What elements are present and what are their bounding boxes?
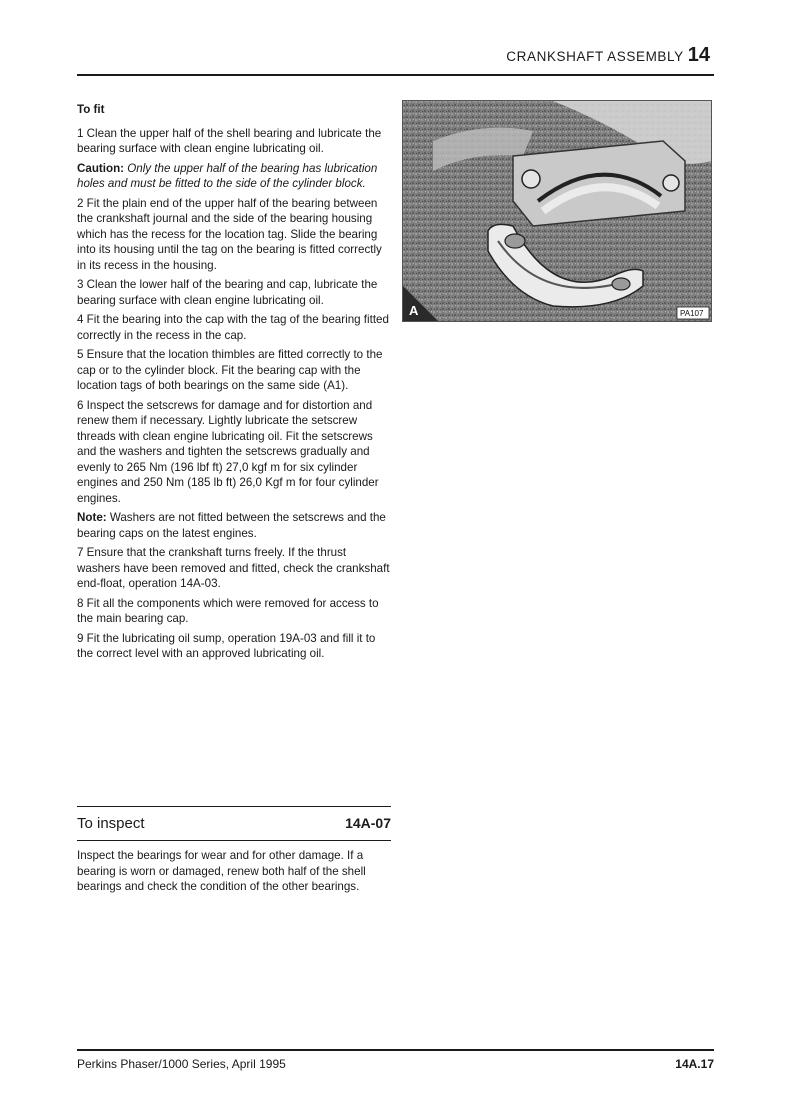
inspect-top-rule bbox=[77, 806, 391, 807]
inspect-operation-code: 14A-07 bbox=[345, 815, 391, 831]
note-text: Washers are not fitted between the setscrews and the bearing caps on the latest engines. bbox=[77, 511, 386, 540]
caution-label: Caution: bbox=[77, 161, 125, 175]
step-8: 8 Fit all the components which were removed for access to the main bearing cap. bbox=[77, 596, 379, 625]
header-chapter-number: 14 bbox=[687, 44, 710, 66]
inspect-bottom-rule bbox=[77, 840, 391, 841]
header-title: CRANKSHAFT ASSEMBLY bbox=[506, 49, 684, 64]
step-2: 2 Fit the plain end of the upper half of the bearing between the crankshaft journal and the side of the bearing housing which has the recess for the location tag. Slide the bearing into its housing until the tag on the bearing is fitted correctly in its recess in the housing. bbox=[77, 196, 382, 272]
bearing-photo bbox=[402, 100, 712, 322]
note bbox=[77, 510, 391, 541]
inspect-title: To inspect bbox=[77, 814, 145, 832]
caution-text: Only the upper half of the bearing has lubrication holes and must be fitted to the side of the cylinder block. bbox=[77, 161, 378, 190]
page-header bbox=[506, 44, 710, 67]
inspect-section-header bbox=[77, 808, 391, 838]
note-label: Note: bbox=[77, 511, 107, 524]
figure-label: A bbox=[409, 303, 419, 318]
step-4: 4 Fit the bearing into the cap with the tag of the bearing fitted correctly in the recess in the cap. bbox=[77, 313, 389, 342]
bearing-photo-illustration bbox=[403, 101, 711, 321]
fit-heading: To fit bbox=[77, 103, 105, 116]
step-7: 7 Ensure that the crankshaft turns freely. If the thrust washers have been removed and fitted, check the crankshaft end-float, operation 14A-03. bbox=[77, 546, 390, 590]
fit-section bbox=[77, 102, 391, 666]
caution bbox=[77, 161, 391, 192]
step-9: 9 Fit the lubricating oil sump, operation 19A-03 and fill it to the correct level with an approved lubricating oil. bbox=[77, 631, 376, 660]
step-3: 3 Clean the lower half of the bearing and cap, lubricate the bearing surface with clean engine lubricating oil. bbox=[77, 278, 378, 307]
footer-page-number: 14A.17 bbox=[675, 1057, 714, 1071]
footer-publication: Perkins Phaser/1000 Series, April 1995 bbox=[77, 1057, 286, 1071]
figure-ref: PA107 bbox=[680, 309, 704, 318]
step-5: 5 Ensure that the location thimbles are fitted correctly to the cap or to the cylinder block. Fit the bearing cap with the location tags of both bearings on the same side (A1). bbox=[77, 348, 383, 392]
footer-rule bbox=[77, 1049, 714, 1051]
step-1: 1 Clean the upper half of the shell bearing and lubricate the bearing surface with clean engine lubricating oil. bbox=[77, 126, 382, 155]
page-footer bbox=[77, 1057, 714, 1071]
step-6: 6 Inspect the setscrews for damage and for distortion and renew them if necessary. Lightly lubricate the setscrew threads with clean engine lubricating oil. Fit the setscrews and the washers and tighten the setscrews gradually and evenly to 265 Nm (196 lbf ft) 27,0 kgf m for six cylinder engines and 250 Nm (185 lb ft) 26,0 Kgf m for four cylinder engines. bbox=[77, 398, 379, 505]
header-rule bbox=[77, 74, 714, 76]
inspect-text: Inspect the bearings for wear and for other damage. If a bearing is worn or damaged, renew both half of the shell bearings and check the condition of the other bearings. bbox=[77, 849, 366, 893]
